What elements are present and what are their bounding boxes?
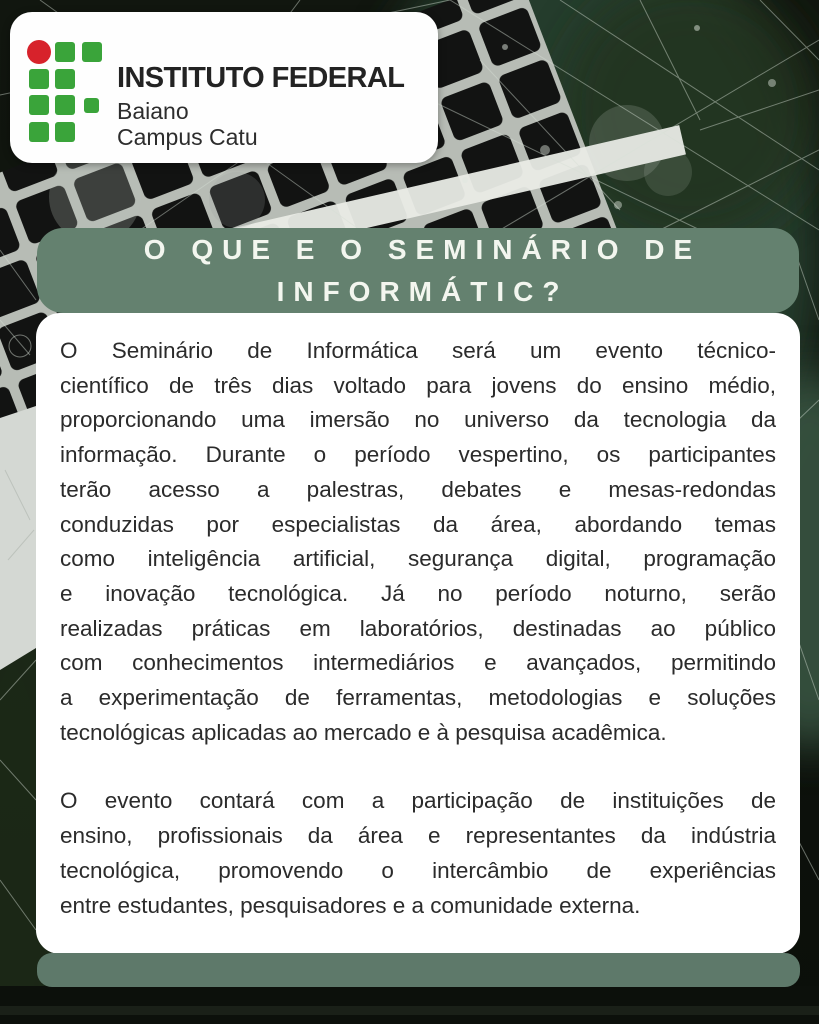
text-line: como inteligência artificial, segurança digital, programação bbox=[60, 546, 776, 572]
logo-square bbox=[84, 98, 99, 113]
banner-line-2: INFORMÁTIC? bbox=[276, 275, 569, 307]
text-line: científico de três dias voltado para jovens do ensino médio, bbox=[60, 372, 776, 398]
if-logo-mark bbox=[10, 12, 120, 163]
text-line: conduzidas por especialistas da área, abordando temas bbox=[60, 511, 776, 537]
logo-square bbox=[55, 122, 75, 142]
logo-square bbox=[55, 95, 75, 115]
institution-name: INSTITUTO FEDERAL bbox=[117, 62, 405, 94]
content-panel bbox=[36, 313, 800, 954]
text-line: e inovação tecnológica. Já no período noturno, serão bbox=[60, 580, 776, 606]
logo-square bbox=[29, 122, 49, 142]
text-line: terão acesso a palestras, debates e mesas-redondas bbox=[60, 476, 776, 502]
footer-accent-bar bbox=[37, 953, 800, 987]
text-line: com conhecimentos intermediários e avançados, permitindo bbox=[60, 650, 776, 676]
text-line: tecnológicas aplicadas ao mercado e à pesquisa acadêmica. bbox=[60, 719, 667, 745]
text-line: entre estudantes, pesquisadores e a comunidade externa. bbox=[60, 892, 641, 918]
text-line: realizadas práticas em laboratórios, destinadas ao público bbox=[60, 615, 776, 641]
text-line: proporcionando uma imersão no universo da tecnologia da bbox=[60, 407, 776, 433]
logo-square bbox=[55, 69, 75, 89]
logo-square bbox=[29, 69, 49, 89]
logo-square bbox=[55, 42, 75, 62]
campus-name: Campus Catu bbox=[117, 124, 258, 150]
logo-red-dot bbox=[27, 40, 51, 64]
logo-card bbox=[10, 12, 438, 163]
text-line: a experimentação de ferramentas, metodologias e soluções bbox=[60, 685, 776, 711]
text-line: O evento contará com a participação de instituições de bbox=[60, 788, 776, 814]
logo-square bbox=[82, 42, 102, 62]
paragraph-1 bbox=[60, 334, 776, 750]
text-line: informação. Durante o período vespertino, os participantes bbox=[60, 442, 776, 468]
paragraph-2 bbox=[60, 784, 776, 923]
text-line: tecnológica, promovendo o intercâmbio de experiências bbox=[60, 857, 776, 883]
text-line: O Seminário de Informática será um evento técnico- bbox=[60, 338, 776, 363]
logo-square bbox=[29, 95, 49, 115]
title-banner bbox=[37, 228, 799, 313]
logo-text-block bbox=[117, 63, 404, 150]
text-line: ensino, profissionais da área e representantes da indústria bbox=[60, 823, 776, 849]
laptop-edge-photo bbox=[0, 406, 36, 670]
network-name: Baiano bbox=[117, 98, 189, 124]
banner-line-1: O QUE E O SEMINÁRIO DE bbox=[143, 233, 702, 265]
